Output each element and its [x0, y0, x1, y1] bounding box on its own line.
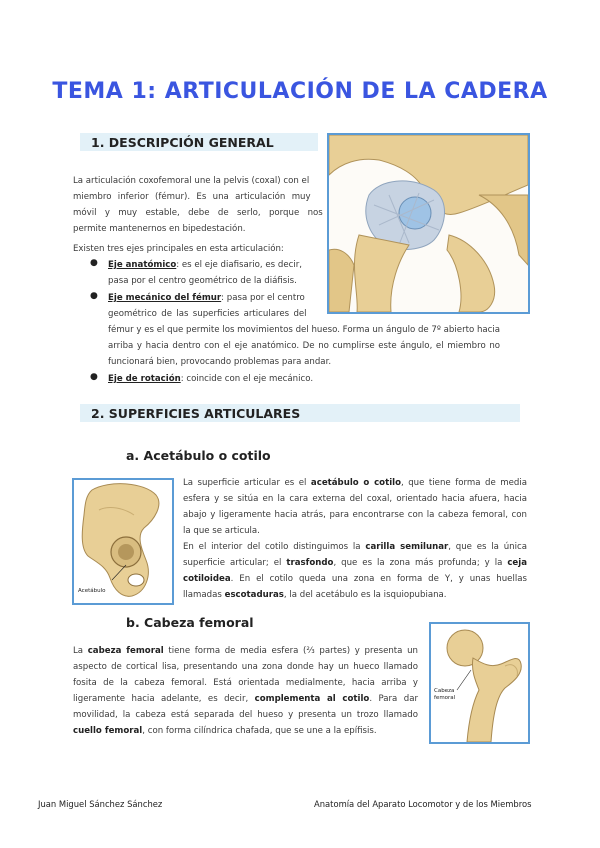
- bullet-1: [108, 257, 302, 273]
- bullet-2-line-5: funcionará bien, provocando problemas para andar.: [108, 357, 332, 367]
- footer-author: Juan Miguel Sánchez Sánchez: [38, 799, 163, 809]
- term-eje-mecanico: Eje mecánico del fémur: [108, 293, 222, 303]
- bullet-2: [108, 290, 305, 306]
- femoral-head-paragraph: La cabeza femoral tiene forma de media esfera (⅔ partes) y presenta un aspecto de cortical lisa, presentando una zona donde hay un hueco llamado fosita de la cabeza femoral. Está orientada medialmente, hacia arriba y ligeramente hacia adelante, es decir, complementa al cotilo. Para dar movilidad, la cabeza está separada del hueso y presenta un trozo llamado cuello femoral, con forma cilíndrica chafada, que se une a la epífisis.: [73, 646, 418, 736]
- acetabulum-paragraph-2: En el interior del cotilo distinguimos la carilla semilunar, que es la única superficie articular; el trasfondo, que es la zona más profunda; y la ceja cotiloidea. En el cotilo queda una zona en forma de Y, y unas huellas llamadas escotaduras, la del acetábulo es la isquiopubiana.: [183, 542, 528, 600]
- bullet-dot: ●: [90, 258, 98, 268]
- bullet-dot: ●: [90, 291, 98, 301]
- acetabulum-illustration: [74, 480, 172, 603]
- intro-line-2: miembro inferior (fémur). Es una articulación muy: [73, 192, 311, 202]
- subsection-a-heading: a. Acetábulo o cotilo: [126, 448, 271, 463]
- acetabulum-figure: [72, 478, 174, 605]
- femoral-head-label-2: femoral: [434, 695, 456, 701]
- bullet-dot: ●: [90, 372, 98, 382]
- page-title: TEMA 1: ARTICULACIÓN DE LA CADERA: [52, 79, 548, 104]
- term-eje-anatomico: Eje anatómico: [108, 260, 177, 270]
- hip-joint-illustration: [329, 135, 528, 312]
- femoral-head-figure: [429, 622, 530, 744]
- bullet-3: [108, 371, 313, 387]
- intro-line-4: permite mantenernos en bipedestación.: [73, 224, 246, 234]
- subsection-b-heading: b. Cabeza femoral: [126, 615, 254, 630]
- bullet-2-line-4: arriba y hacia dentro con el eje anatómico. De no cumplirse este ángulo, el miembro no: [108, 341, 501, 351]
- bullet-3-text: : coincide con el eje mecánico.: [180, 374, 314, 384]
- bullet-2-text: : pasa por el centro: [221, 293, 305, 303]
- section-2-heading: 2. SUPERFICIES ARTICULARES: [91, 406, 301, 421]
- bullet-1-line-2: pasa por el centro geométrico de la diáfisis.: [108, 276, 297, 286]
- acetabulum-label: Acetábulo: [78, 588, 106, 594]
- term-eje-rotacion: Eje de rotación: [108, 374, 181, 384]
- intro-line-1: La articulación coxofemoral une la pelvis (coxal) con el: [73, 176, 310, 186]
- axes-intro: Existen tres ejes principales en esta articulación:: [73, 244, 284, 254]
- footer-course: Anatomía del Aparato Locomotor y de los Miembros: [314, 799, 532, 809]
- bullet-2-line-2: geométrico de las superficies articulares del: [108, 309, 307, 319]
- femoral-head-illustration: [431, 624, 528, 742]
- femoral-head-label-1: Cabeza: [434, 688, 455, 694]
- hip-joint-figure: [327, 133, 530, 314]
- section-1-heading: 1. DESCRIPCIÓN GENERAL: [91, 135, 274, 150]
- intro-line-3: móvil y muy estable, debe de serlo, porque nos: [73, 208, 323, 218]
- bullet-2-line-3: fémur y es el que permite los movimientos del hueso. Forma un ángulo de 7º abierto hacia: [108, 325, 501, 335]
- bullet-1-text: : es el eje diafisario, es decir,: [176, 260, 303, 270]
- acetabulum-paragraph-1: La superficie articular es el acetábulo o cotilo, que tiene forma de media esfera y se sitúa en la cara externa del coxal, orientado hacia afuera, hacia abajo y ligeramente hacia atrás, para encontrarse con la cabeza femoral, con la que se articula.: [183, 478, 527, 536]
